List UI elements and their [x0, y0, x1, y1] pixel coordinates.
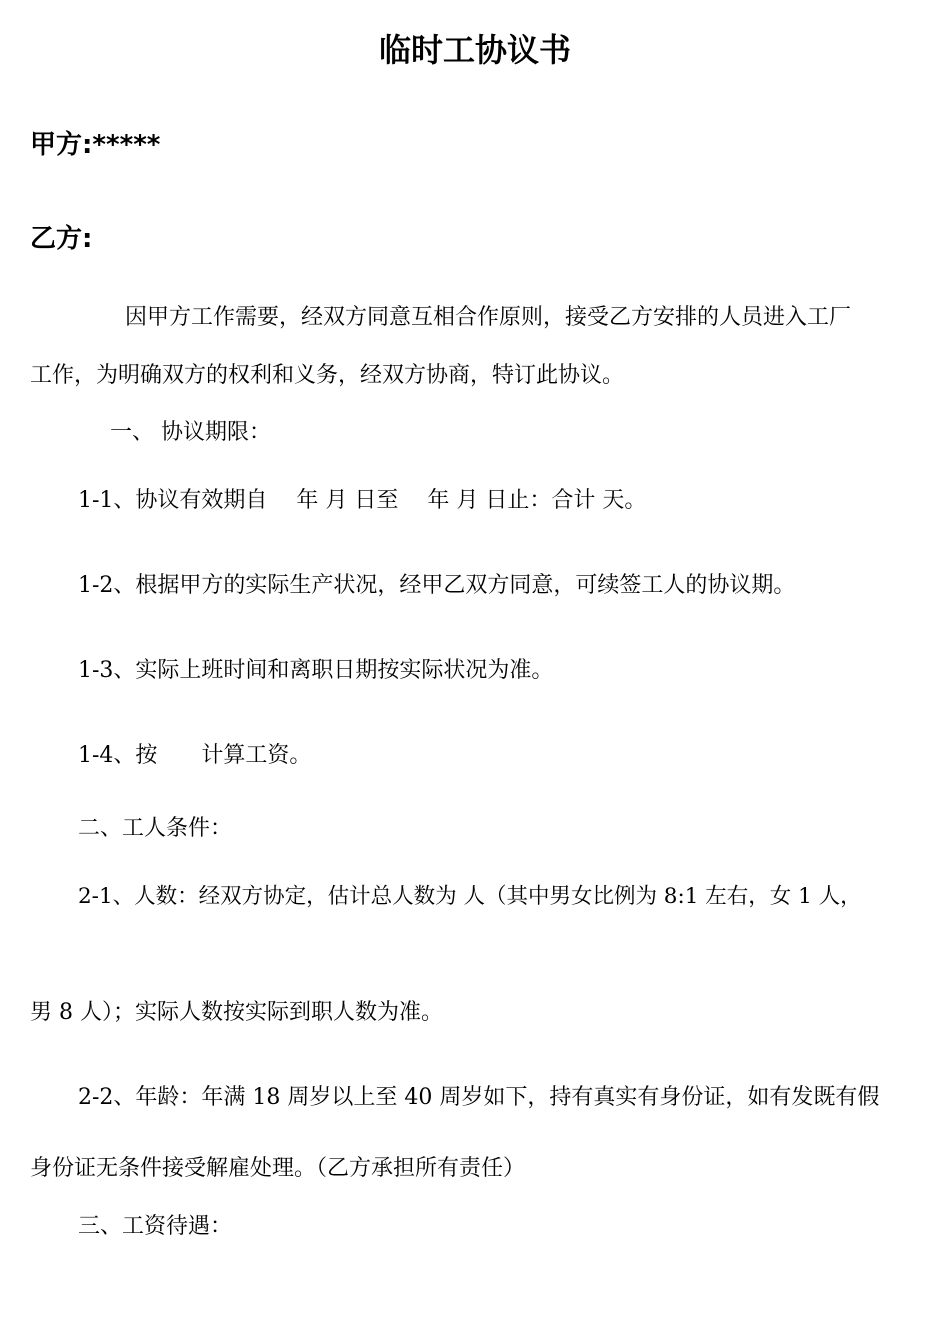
- clause-2-2-line-1: 2-2、年龄：年满 18 周岁以上至 40 周岁如下，持有真实有身份证，如有发既有假: [78, 1085, 880, 1110]
- clause-2-1-line-2: 男 8 人）；实际人数按实际到职人数为准。: [30, 1000, 443, 1025]
- clause-1-3: 1-3、实际上班时间和离职日期按实际状况为准。: [78, 658, 554, 683]
- section-3-heading: 三、工资待遇：: [78, 1214, 233, 1239]
- intro-line-1: 因甲方工作需要，经双方同意互相合作原则，接受乙方安排的人员进入工厂: [125, 305, 852, 330]
- section-1-heading: 一、 协议期限：: [110, 420, 271, 445]
- document-title: 临时工协议书: [378, 31, 571, 69]
- section-2-heading: 二、工人条件：: [78, 816, 233, 841]
- clause-2-2-line-2: 身份证无条件接受解雇处理。（乙方承担所有责任）: [30, 1156, 526, 1181]
- intro-line-2: 工作，为明确双方的权利和义务，经双方协商，特订此协议。: [30, 363, 625, 388]
- party-b: 乙方:: [30, 224, 93, 254]
- party-a: 甲方:*****: [30, 130, 161, 160]
- clause-1-4: 1-4、按 计算工资。: [78, 743, 312, 768]
- clause-1-1: 1-1、协议有效期自 年 月 日至 年 月 日止：合计 天。: [78, 488, 647, 513]
- clause-1-2: 1-2、根据甲方的实际生产状况，经甲乙双方同意，可续签工人的协议期。: [78, 573, 796, 598]
- clause-2-1-line-1: 2-1、人数：经双方协定，估计总人数为 人（其中男女比例为 8:1 左右，女 1 人，: [78, 884, 862, 909]
